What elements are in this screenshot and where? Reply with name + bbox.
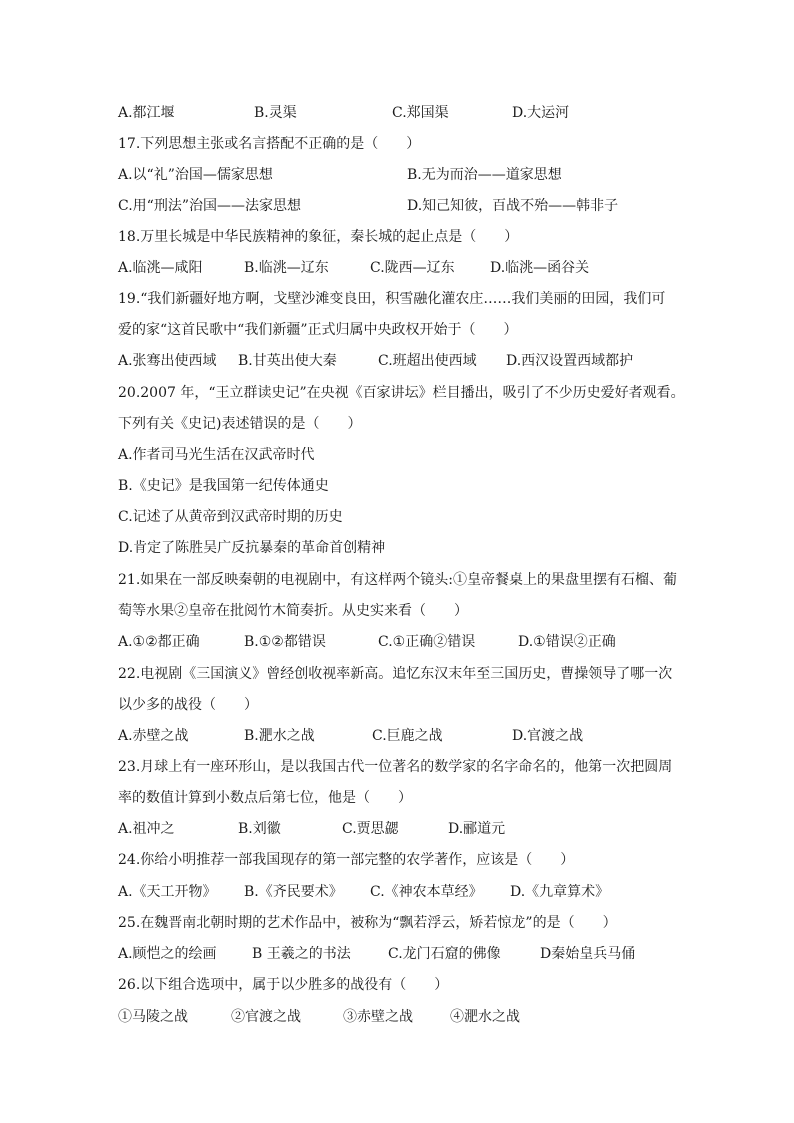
q16-option-a: A.都江堰 [118,105,175,121]
q19-option-d: D.西汉设置西域都护 [506,353,634,369]
q18-stem: 18.万里长城是中华民族精神的象征，秦长城的起止点是（ ） [118,229,519,245]
q22-option-b: B.淝水之战 [244,728,315,744]
q17-option-b: B.无为而治——道家思想 [407,167,562,183]
q24-stem: 24.你给小明推荐一部我国现存的第一部完整的农学著作，应该是（ ） [118,852,575,868]
q17-option-d: D.知己知彼，百战不殆——韩非子 [407,198,619,214]
q17-option-a: A.以“礼”治国—儒家思想 [118,167,273,183]
q22-option-c: C.巨鹿之战 [372,728,443,744]
q17-stem: 17.下列思想主张或名言搭配不正确的是（ ） [118,136,421,152]
q23-option-d: D.郦道元 [448,821,506,837]
q25-option-a: A.顾恺之的绘画 [118,946,217,962]
q19-stem-line1: 19.“我们新疆好地方啊，戈壁沙滩变良田，积雪融化灌农庄……我们美丽的田园，我们可 [118,291,666,307]
q25-option-d: D秦始皇兵马俑 [540,946,636,962]
q19-option-c: C.班超出使西域 [378,353,477,369]
q26-option-1: ①马陵之战 [118,1009,188,1025]
q21-stem-line2: 萄等水果②皇帝在批阅竹木简奏折。从史实来看（ ） [118,603,468,619]
q22-option-a: A.赤壁之战 [118,728,189,744]
q23-stem-line1: 23.月球上有一座环形山，是以我国古代一位著名的数学家的名字命名的，他第一次把圆周 [118,759,673,775]
q16-option-d: D.大运河 [512,105,570,121]
q21-option-a: A.①②都正确 [118,634,200,650]
q24-option-a: A.《天工开物》 [118,884,217,900]
q24-option-d: D.《九章算术》 [510,884,610,900]
q20-stem-line1: 20.2007 年，“王立群读史记”在央视《百家讲坛》栏目播出，吸引了不少历史爱好者观看。 [118,385,685,401]
q22-stem-line2: 以少多的战役（ ） [118,697,258,713]
q25-option-b: B 王羲之的书法 [252,946,351,962]
q19-stem-line2: 爱的家“这首民歌中“我们新疆”正式归属中央政权开始于（ ） [118,322,518,338]
q17-option-c: C.用“刑法”治国——法家思想 [118,198,301,214]
q19-option-a: A.张骞出使西域 [118,353,217,369]
q20-option-d: D.肯定了陈胜吴广反抗暴秦的革命首创精神 [118,540,386,556]
q18-option-d: D.临洮—函谷关 [490,260,590,276]
q25-stem: 25.在魏晋南北朝时期的艺术作品中，被称为“飘若浮云，矫若惊龙”的是（ ） [118,915,617,931]
q19-option-b: B.甘英出使大秦 [238,353,337,369]
q23-stem-line2: 率的数值计算到小数点后第七位，他是（ ） [118,790,412,806]
q16-option-b: B.灵渠 [254,105,297,121]
q21-option-d: D.①错误②正确 [518,634,616,650]
q18-option-c: C.陇西—辽东 [370,260,455,276]
q24-option-b: B.《齐民要术》 [244,884,343,900]
q25-option-c: C.龙门石窟的佛像 [388,946,501,962]
q22-stem-line1: 22.电视剧《三国演义》曾经创收视率新高。追忆东汉末年至三国历史，曹操领导了哪一次 [118,666,673,682]
q18-option-b: B.临洮—辽东 [244,260,329,276]
q20-stem-line2: 下列有关《史记)表述错误的是（ ） [118,416,362,432]
q18-option-a: A.临洮—咸阳 [118,260,203,276]
q20-option-b: B.《史记》是我国第一纪传体通史 [118,478,329,494]
q26-option-2: ②官渡之战 [231,1009,301,1025]
q23-option-b: B.刘徽 [238,821,281,837]
q21-stem-line1: 21.如果在一部反映秦朝的电视剧中，有这样两个镜头:①皇帝餐桌上的果盘里摆有石榴、葡 [118,572,677,588]
q20-option-a: A.作者司马光生活在汉武帝时代 [118,447,315,463]
q23-option-a: A.祖冲之 [118,821,175,837]
q22-option-d: D.官渡之战 [512,728,584,744]
q24-option-c: C.《神农本草经》 [370,884,483,900]
q26-option-3: ③赤壁之战 [343,1009,413,1025]
q26-stem: 26.以下组合选项中，属于以少胜多的战役有（ ） [118,977,449,993]
q21-option-c: C.①正确②错误 [378,634,476,650]
q16-option-c: C.郑国渠 [392,105,449,121]
q21-option-b: B.①②都错误 [244,634,326,650]
q23-option-c: C.贾思勰 [342,821,399,837]
q20-option-c: C.记述了从黄帝到汉武帝时期的历史 [118,509,343,525]
q26-option-4: ④淝水之战 [450,1009,520,1025]
